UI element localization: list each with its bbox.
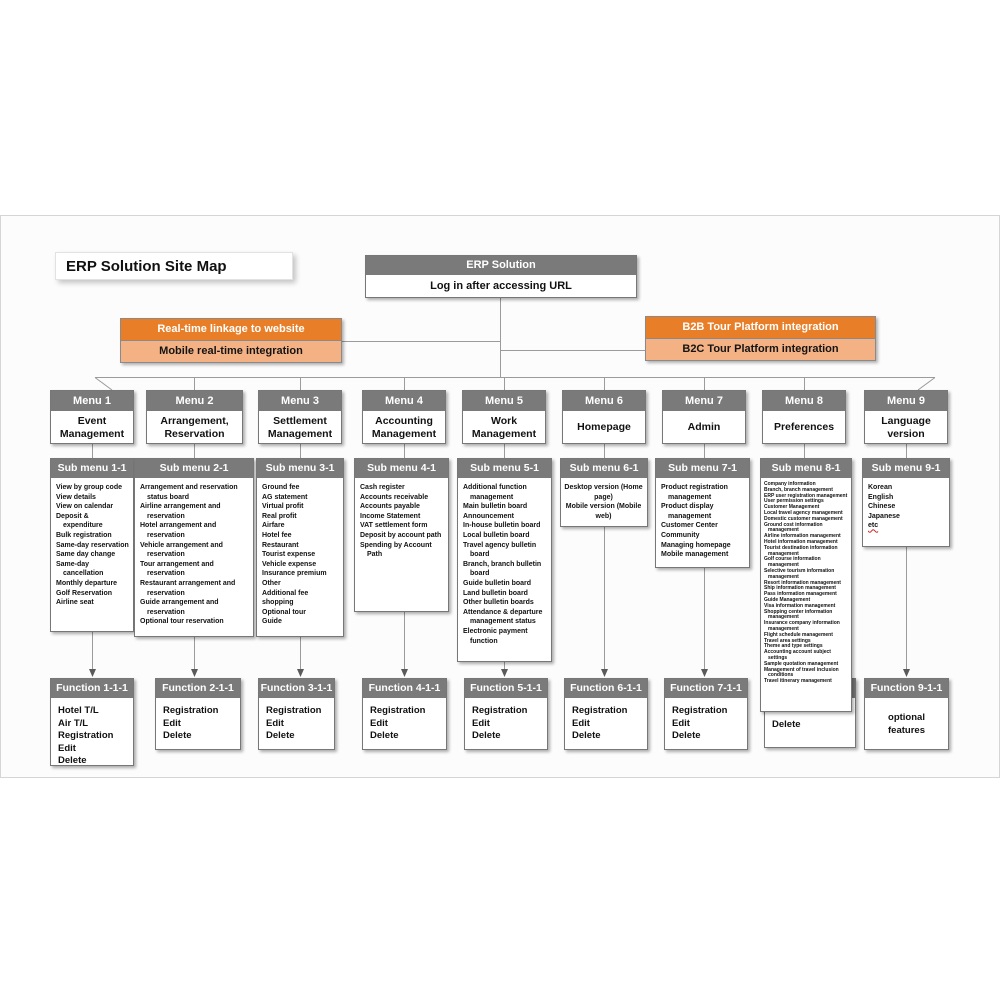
submenu-item: Airline seat <box>56 599 94 607</box>
submenu-4-1-title: Sub menu 4-1 <box>355 459 448 479</box>
submenu-item: Cash register <box>360 484 405 491</box>
submenu-item: Guide Management <box>764 596 811 603</box>
submenu-8-1-box <box>760 458 852 712</box>
function-2-1-1-box <box>155 678 241 750</box>
function-item: Edit <box>572 717 590 729</box>
function-item: Registration <box>472 705 528 716</box>
submenu-item: Branch, branch management <box>764 486 833 493</box>
menu-4-label: Accounting Management <box>371 415 437 440</box>
menu-4-box <box>362 390 446 444</box>
function-item: Edit <box>370 717 388 729</box>
submenu-item: Restaurant arrangement and reservation <box>140 579 236 597</box>
submenu-item: Japanese <box>868 512 900 520</box>
submenu-2-1-title: Sub menu 2-1 <box>135 459 253 479</box>
submenu-item: Community <box>661 531 700 539</box>
menu-7-title: Menu 7 <box>663 391 745 412</box>
function-item: Registration <box>58 730 114 741</box>
submenu-item: Travel itinerary management <box>764 678 832 685</box>
submenu-item: shopping <box>262 599 294 607</box>
submenu-3-1-title: Sub menu 3-1 <box>257 459 343 479</box>
function-item: Edit <box>163 717 181 729</box>
submenu-item: Local bulletin board <box>463 531 530 539</box>
submenu-9-1-title: Sub menu 9-1 <box>863 459 949 479</box>
submenu-item: Vehicle arrangement and reservation <box>140 541 223 559</box>
submenu-9-1-box <box>862 458 950 547</box>
submenu-item: User permission settings <box>764 498 824 505</box>
function-3-1-1-title: Function 3-1-1 <box>259 679 334 699</box>
submenu-item: Main bulletin board <box>463 503 528 511</box>
function-1-1-1-title: Function 1-1-1 <box>51 679 133 699</box>
function-9-1-1-box <box>864 678 949 750</box>
submenu-item: Income Statement <box>360 512 421 520</box>
submenu-item: Additional function management <box>463 484 527 501</box>
submenu-item: Chinese <box>868 503 896 511</box>
submenu-item: Tourist expense <box>262 551 316 559</box>
menu-1-box <box>50 390 134 444</box>
menu-7-label: Admin <box>687 421 721 434</box>
submenu-3-1-box <box>256 458 344 637</box>
submenu-item: Local travel agency management <box>764 509 843 516</box>
menu-3-box <box>258 390 342 444</box>
submenu-item: Airline arrangement and reservation <box>140 503 221 520</box>
submenu-item: Selective tourism information management <box>764 567 835 580</box>
submenu-1-1-box <box>50 458 134 632</box>
function-item: Edit <box>672 717 690 729</box>
submenu-item: Other <box>262 579 281 587</box>
menu-9-title: Menu 9 <box>865 391 947 412</box>
submenu-item: Korean <box>868 484 893 491</box>
function-9-1-1-title: Function 9-1-1 <box>865 679 948 699</box>
submenu-item: Real profit <box>262 512 297 520</box>
submenu-item: Accounts payable <box>360 503 420 511</box>
submenu-item: Other bulletin boards <box>463 599 534 607</box>
submenu-item: Accounts receivable <box>360 493 429 501</box>
function-item: Registration <box>163 705 219 716</box>
submenu-item: Customer Center <box>661 522 718 530</box>
function-4-1-1-box <box>362 678 447 750</box>
function-item: Edit <box>266 717 284 729</box>
menu-6-box <box>562 390 646 444</box>
root-erp-box <box>365 255 637 298</box>
submenu-item: Hotel fee <box>262 531 292 539</box>
function-item: Delete <box>672 730 701 741</box>
submenu-item: Guide bulletin board <box>463 579 532 587</box>
submenu-item: Restaurant <box>262 541 299 549</box>
function-item: Edit <box>472 717 490 729</box>
submenu-item: Golf course information management <box>764 556 821 569</box>
submenu-item: Hotel information management <box>764 538 838 545</box>
submenu-item: View details <box>56 493 96 501</box>
function-item: optional features <box>888 712 925 736</box>
menu-7-box <box>662 390 746 444</box>
submenu-item: Desktop version (Home page) <box>564 484 643 501</box>
function-item: Delete <box>163 730 192 741</box>
menu-8-box <box>762 390 846 444</box>
function-7-1-1-box <box>664 678 748 750</box>
submenu-item: Ground cost information management <box>764 521 823 534</box>
function-item: Registration <box>572 705 628 716</box>
menu-5-label: Work Management <box>471 415 537 440</box>
submenu-item: Ground fee <box>262 484 300 491</box>
submenu-item: Vehicle expense <box>262 560 317 568</box>
platform-integration-box <box>645 316 876 361</box>
submenu-item: English <box>868 493 894 501</box>
submenu-1-1-title: Sub menu 1-1 <box>51 459 133 479</box>
submenu-item: Deposit & expenditure <box>56 512 103 530</box>
function-item: Delete <box>572 730 601 741</box>
submenu-item: Product registration management <box>661 484 728 501</box>
submenu-item: View on calendar <box>56 503 114 511</box>
menu-1-label: Event Management <box>59 415 125 440</box>
submenu-item: Bulk registration <box>56 531 112 539</box>
menu-2-title: Menu 2 <box>147 391 242 412</box>
function-item: Air T/L <box>58 717 89 729</box>
root-login-label: Log in after accessing URL <box>430 280 572 292</box>
submenu-item: Insurance premium <box>262 570 327 578</box>
submenu-item: Customer Management <box>764 504 820 511</box>
submenu-5-1-box <box>457 458 552 662</box>
submenu-item: Ship information management <box>764 585 836 592</box>
submenu-item: Branch, branch bulletin board <box>463 560 542 578</box>
menu-6-title: Menu 6 <box>563 391 645 412</box>
function-2-1-1-title: Function 2-1-1 <box>156 679 240 699</box>
submenu-6-1-title: Sub menu 6-1 <box>561 459 647 479</box>
function-item: Registration <box>672 705 728 716</box>
submenu-item: Arrangement and reservation status board <box>140 484 238 501</box>
menu-5-title: Menu 5 <box>463 391 545 412</box>
function-item: Delete <box>58 755 87 766</box>
submenu-item: Theme and type settings <box>764 643 823 650</box>
submenu-item: Monthly departure <box>56 579 118 587</box>
submenu-item: Domestic customer management <box>764 515 843 522</box>
submenu-item: Same-day reservation <box>56 541 129 549</box>
submenu-8-1-title: Sub menu 8-1 <box>761 459 851 479</box>
submenu-item: Mobile version (Mobile web) <box>565 503 642 520</box>
submenu-7-1-box <box>655 458 750 568</box>
submenu-5-1-title: Sub menu 5-1 <box>458 459 551 479</box>
submenu-item: Flight schedule management <box>764 631 833 638</box>
function-1-1-1-box <box>50 678 134 766</box>
submenu-item: Guide <box>262 618 282 626</box>
submenu-item: Travel agency bulletin board <box>463 541 537 559</box>
website-integration-box <box>120 318 342 363</box>
submenu-item: Pass information management <box>764 591 837 598</box>
function-4-1-1-title: Function 4-1-1 <box>363 679 446 699</box>
submenu-item: Additional fee <box>262 589 309 597</box>
submenu-item: Shopping center information management <box>764 608 833 621</box>
submenu-item: Visa information management <box>764 602 836 609</box>
submenu-item: Mobile management <box>661 551 729 559</box>
function-7-1-1-title: Function 7-1-1 <box>665 679 747 699</box>
submenu-item: In-house bulletin board <box>463 522 541 530</box>
function-item: Registration <box>370 705 426 716</box>
function-6-1-1-title: Function 6-1-1 <box>565 679 647 699</box>
submenu-item: Same day change <box>56 551 116 559</box>
submenu-item: VAT settlement form <box>360 522 428 530</box>
realtime-linkage-label: Real-time linkage to website <box>121 319 341 340</box>
function-5-1-1-title: Function 5-1-1 <box>465 679 547 699</box>
submenu-item: Insurance company information management <box>764 620 840 632</box>
page-title: ERP Solution Site Map <box>55 252 293 280</box>
function-item: Delete <box>772 719 801 730</box>
menu-8-title: Menu 8 <box>763 391 845 412</box>
menu-9-label: Language version <box>881 415 931 440</box>
function-item: Registration <box>266 705 322 716</box>
submenu-item: Sample quotation management <box>764 660 839 667</box>
submenu-item: Golf Reservation <box>56 589 113 597</box>
b2b-integration-label: B2B Tour Platform integration <box>646 317 875 338</box>
submenu-item: Announcement <box>463 512 514 520</box>
submenu-item: Airfare <box>262 522 285 530</box>
submenu-item: Optional tour reservation <box>140 618 224 626</box>
menu-3-title: Menu 3 <box>259 391 341 412</box>
submenu-item: AG statement <box>262 493 308 501</box>
b2c-integration-label: B2C Tour Platform integration <box>646 338 875 360</box>
menu-3-label: Settlement Management <box>267 415 333 440</box>
menu-5-box <box>462 390 546 444</box>
menu-1-title: Menu 1 <box>51 391 133 412</box>
submenu-item: Same-day cancellation <box>56 560 104 578</box>
submenu-item: View by group code <box>56 484 122 491</box>
submenu-item: Deposit by account path <box>360 531 442 539</box>
submenu-item: etc <box>868 522 879 530</box>
function-item: Edit <box>58 742 76 754</box>
submenu-item: Guide arrangement and reservation <box>140 599 219 616</box>
submenu-item: Tour arrangement and reservation <box>140 560 214 578</box>
submenu-item: Hotel arrangement and reservation <box>140 522 217 539</box>
submenu-item: Travel area settings <box>764 637 811 644</box>
submenu-6-1-box <box>560 458 648 527</box>
submenu-item: Resort information management <box>764 579 841 586</box>
submenu-7-1-title: Sub menu 7-1 <box>656 459 749 479</box>
submenu-item: Management of travel inclusion conditions <box>764 666 839 679</box>
function-6-1-1-box <box>564 678 648 750</box>
function-item: Delete <box>370 730 399 741</box>
submenu-item: Attendance & departure management status <box>463 608 543 626</box>
function-5-1-1-box <box>464 678 548 750</box>
mobile-integration-label: Mobile real-time integration <box>121 340 341 362</box>
menu-2-label: Arrangement, Reservation <box>160 415 229 440</box>
submenu-item: Accounting account subject settings <box>764 649 831 661</box>
function-3-1-1-box <box>258 678 335 750</box>
submenu-item: Tourist destination information management <box>764 544 838 557</box>
submenu-item: ERP user registration management <box>764 492 848 499</box>
submenu-4-1-box <box>354 458 449 612</box>
menu-2-box <box>146 390 243 444</box>
submenu-item: Spending by Account Path <box>360 541 432 559</box>
menu-9-box <box>864 390 948 444</box>
submenu-item: Optional tour <box>262 608 306 616</box>
submenu-item: Virtual profit <box>262 503 304 511</box>
menu-4-title: Menu 4 <box>363 391 445 412</box>
submenu-item: Electronic payment function <box>463 627 528 645</box>
function-item: Delete <box>472 730 501 741</box>
submenu-item: Managing homepage <box>661 541 731 549</box>
menu-6-label: Homepage <box>577 421 631 434</box>
function-item: Hotel T/L <box>58 705 99 716</box>
menu-8-label: Preferences <box>773 421 835 434</box>
submenu-item: Company information <box>764 481 816 487</box>
submenu-2-1-box <box>134 458 254 637</box>
submenu-item: Product display management <box>661 503 714 520</box>
submenu-item: Land bulletin board <box>463 589 528 597</box>
function-item: Delete <box>266 730 295 741</box>
submenu-item: Airline information management <box>764 533 841 540</box>
root-title: ERP Solution <box>366 256 636 276</box>
